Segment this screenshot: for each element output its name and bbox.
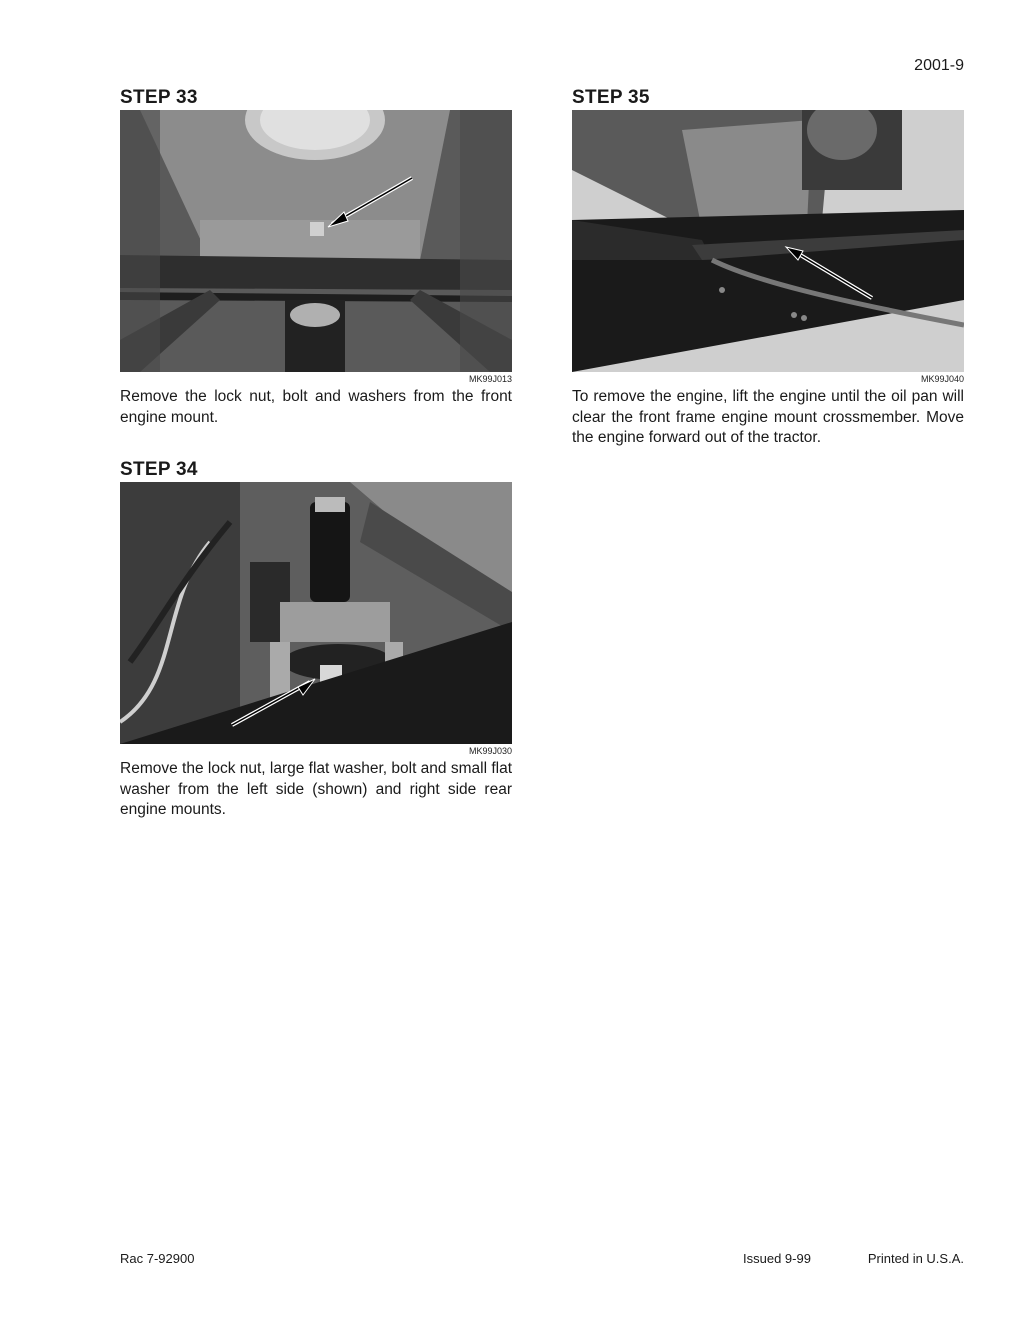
step-title: STEP 35	[572, 87, 650, 108]
engine-removal-photo	[572, 110, 964, 372]
step-title: STEP 34	[120, 459, 198, 480]
step-instruction: Remove the lock nut, bolt and washers from the front engine mount.	[120, 388, 512, 426]
step-instruction: Remove the lock nut, large flat washer, bolt and small flat washer from the left side (shown) and right side rear engine mounts.	[120, 760, 513, 818]
footer-printed-location: Printed in U.S.A.	[867, 1251, 964, 1266]
image-code: MK99J030	[468, 746, 512, 756]
step-33	[120, 86, 512, 428]
image-code: MK99J013	[468, 374, 512, 384]
step-34	[120, 458, 512, 821]
step-instruction: To remove the engine, lift the engine until the oil pan will clear the front frame engine mount crossmember. Move the engine forward out of the tractor.	[572, 388, 964, 446]
step-35	[572, 86, 964, 449]
footer-document-number: Rac 7-92900	[120, 1251, 195, 1266]
step-title: STEP 33	[120, 87, 198, 108]
footer-issued-date: Issued 9-99	[743, 1251, 811, 1266]
image-code: MK99J040	[920, 374, 964, 384]
rear-engine-mount-photo	[120, 482, 512, 744]
front-engine-mount-photo	[120, 110, 512, 372]
page-number: 2001-9	[914, 57, 964, 74]
